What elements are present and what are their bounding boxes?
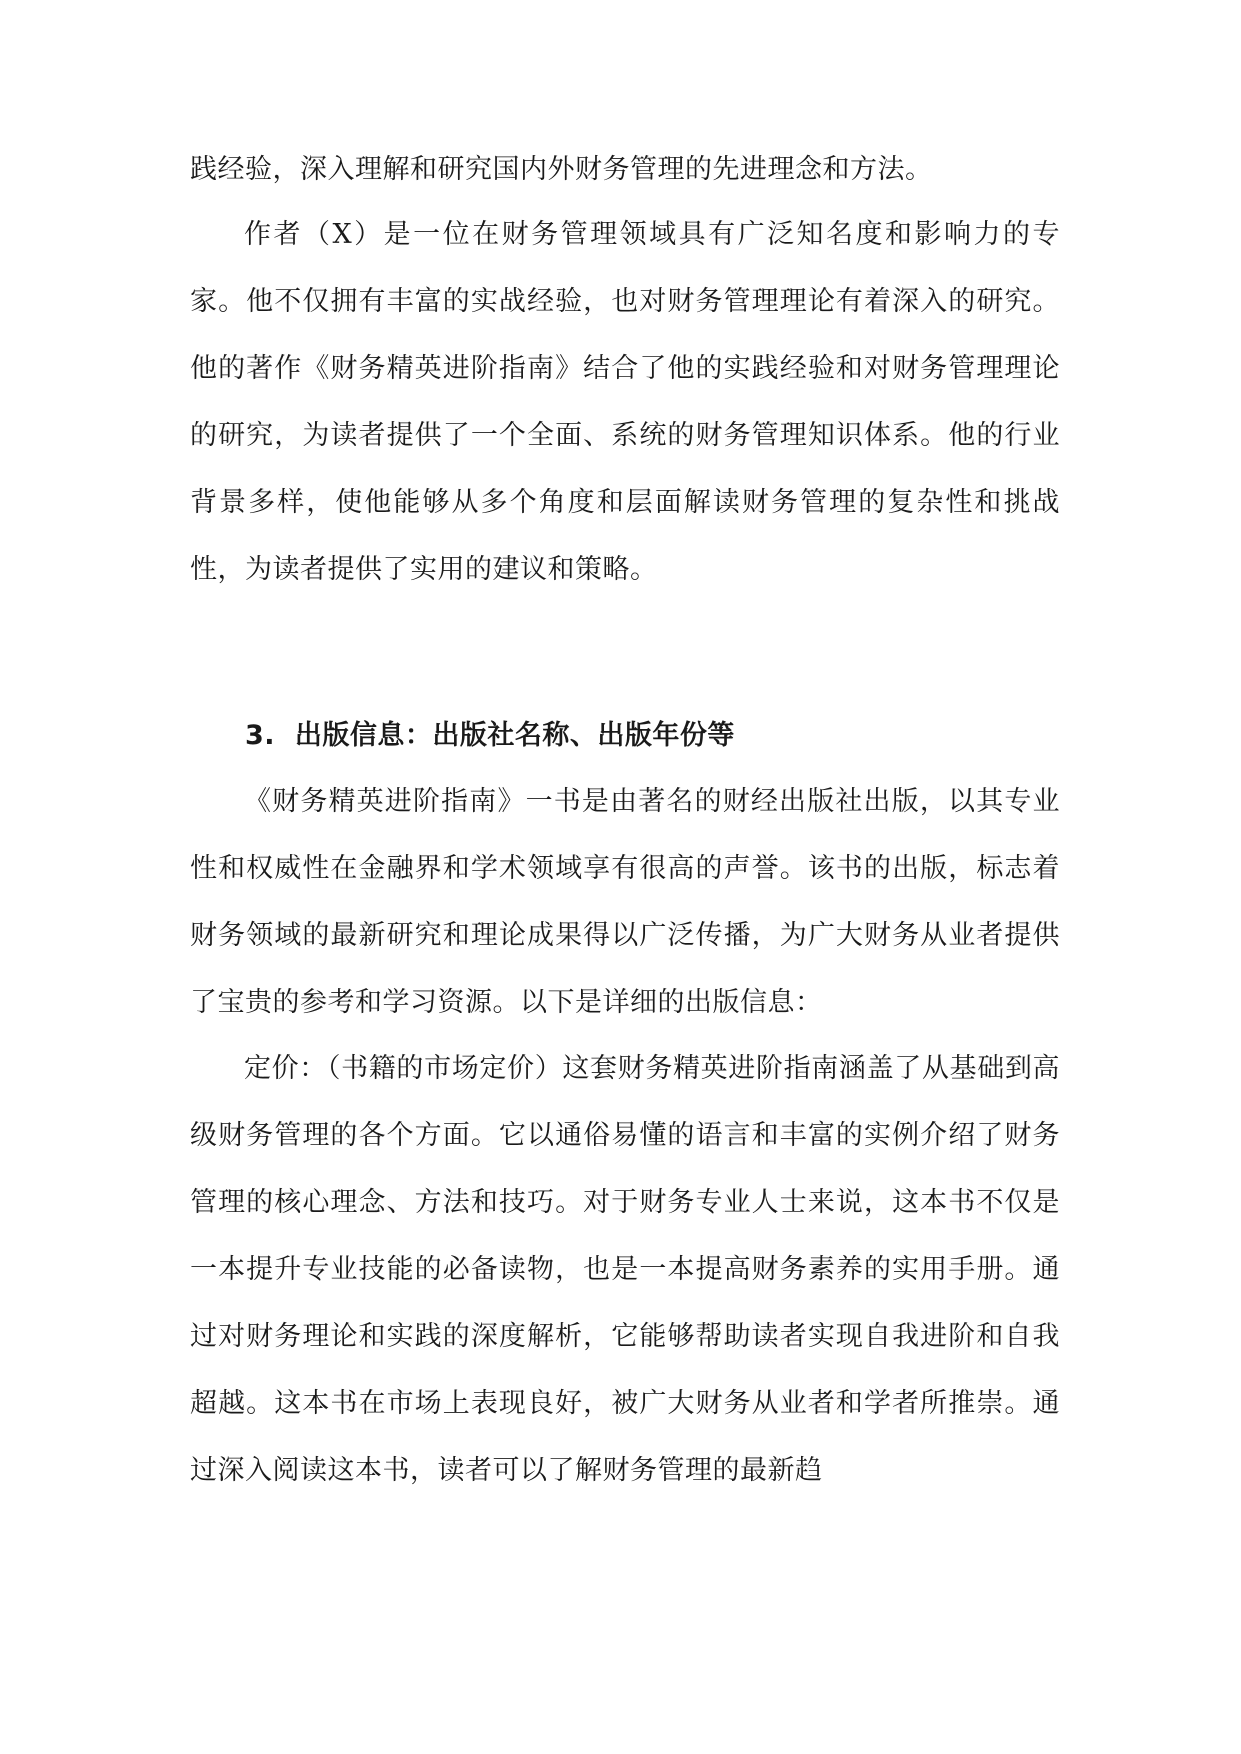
- paragraph-continued: 践经验，深入理解和研究国内外财务管理的先进理念和方法。: [190, 154, 933, 185]
- paragraph-author: 作者（X）是一位在财务管理领域具有广泛知名度和影响力的专家。他不仅拥有丰富的实战经验，也对财务管理理论有着深入的研究。他的著作《财务精英进阶指南》结合了他的实践经验和对财务管理理论的研究，为读者提供了一个全面、系统的财务管理知识体系。他的行业背景多样，使他能够从多个角度和层面解读财务管理的复杂性和挑战性，为读者提供了实用的建议和策略。: [190, 219, 1060, 585]
- section-title: 出版信息：出版社名称、出版年份等: [294, 720, 735, 751]
- paragraph-publisher: 《财务精英进阶指南》一书是由著名的财经出版社出版，以其专业性和权威性在金融界和学术领域享有很高的声誉。该书的出版，标志着财务领域的最新研究和理论成果得以广泛传播，为广大财务从业者提供了宝贵的参考和学习资源。以下是详细的出版信息：: [190, 786, 1060, 1018]
- section-number: 3.: [245, 720, 276, 751]
- paragraph-price: 定价：（书籍的市场定价）这套财务精英进阶指南涵盖了从基础到高级财务管理的各个方面。它以通俗易懂的语言和丰富的实例介绍了财务管理的核心理念、方法和技巧。对于财务专业人士来说，这本书不仅是一本提升专业技能的必备读物，也是一本提高财务素养的实用手册。通过对财务理论和实践的深度解析，它能够帮助读者实现自我进阶和自我超越。这本书在市场上表现良好，被广大财务从业者和学者所推崇。通过深入阅读这本书，读者可以了解财务管理的最新趋: [190, 1053, 1060, 1486]
- section-heading: [245, 702, 1045, 769]
